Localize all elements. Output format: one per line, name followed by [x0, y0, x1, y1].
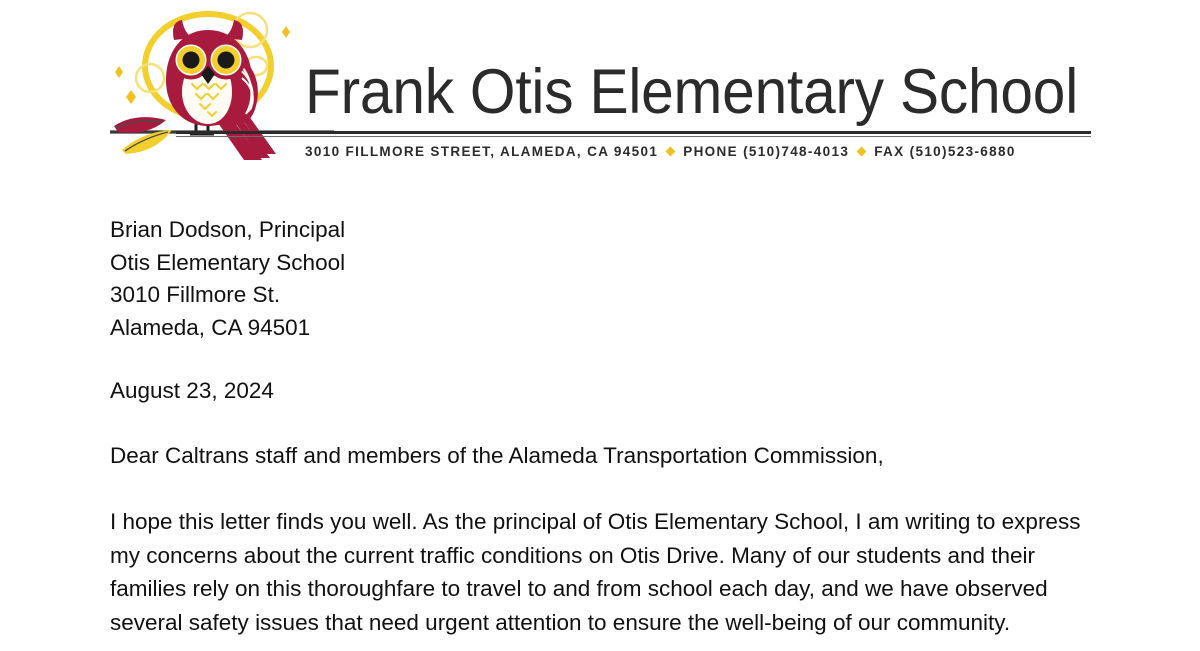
address-line: Alameda, CA 94501: [110, 314, 311, 340]
letterhead-contact-line: [305, 144, 1095, 159]
letter-paragraph: I hope this letter finds you well. As the principal of Otis Elementary School, I am writing to express my concerns about the current traffic conditions on Otis Drive. Many of our students and their families rely on this thoroughfare to travel to and from school each day, and we have observed several safety issues that need urgent attention to ensure the well-being of our community.: [110, 509, 1081, 635]
owl-logo: [104, 8, 334, 168]
header-divider-rule: [176, 131, 1091, 134]
address-line: 3010 Fillmore St.: [110, 282, 281, 307]
letter-date: August 23, 2024: [110, 378, 274, 403]
letterhead-address: 3010 FILLMORE STREET, ALAMEDA, CA 94501: [305, 144, 659, 159]
diamond-separator-icon: [666, 147, 676, 157]
header-divider-rule-thin: [176, 136, 1091, 137]
letterhead-fax: FAX (510)523-6880: [874, 144, 1016, 159]
address-line: Brian Dodson, Principal: [110, 217, 346, 242]
letter-salutation: Dear Caltrans staff and members of the Alameda Transportation Commission,: [110, 442, 884, 468]
letter-body: [110, 214, 1100, 639]
letterhead-phone: PHONE (510)748-4013: [683, 144, 850, 159]
address-line: Otis Elementary School: [110, 249, 346, 275]
letterhead: [0, 0, 1200, 175]
school-name-title: Frank Otis Elementary School: [305, 57, 1079, 127]
diamond-separator-icon: [857, 147, 867, 157]
sender-address-block: [110, 214, 1100, 344]
